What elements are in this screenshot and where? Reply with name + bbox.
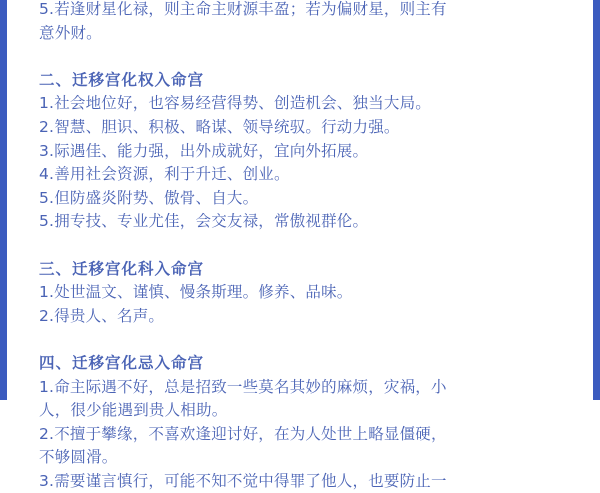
text-line: 1.命主际遇不好，总是招致一些莫名其妙的麻烦，灾祸，小 (39, 377, 447, 396)
text-line: 2.不擅于攀缘，不喜欢逢迎讨好，在为人处世上略显僵硬， (39, 424, 447, 443)
text-line: 1.社会地位好，也容易经营得势、创造机会、独当大局。 (39, 94, 431, 113)
text-line: 3.需要谨言慎行，可能不知不觉中得罪了他人，也要防止一 (39, 471, 447, 490)
paragraph-spacer (39, 45, 569, 69)
text-line: 人，很少能遇到贵人相助。 (39, 401, 228, 420)
text-line: 2.得贵人、名声。 (39, 306, 165, 325)
text-line: 不够圆滑。 (39, 448, 118, 467)
text-line: 2.智慧、胆识、积极、略谋、领导统驭。行动力强。 (39, 117, 400, 136)
text-line: 1.处世温文、谨慎、慢条斯理。修养、品味。 (39, 283, 353, 302)
text-line: 意外财。 (39, 23, 102, 42)
section-heading: 四、迁移宫化忌入命宫 (39, 353, 205, 372)
text-line: 3.际遇佳、能力强，出外成就好，宜向外拓展。 (39, 141, 369, 160)
section-heading: 三、迁移宫化科入命宫 (39, 259, 205, 278)
text-line: 5.但防盛炎附势、傲骨、自大。 (39, 188, 259, 207)
page-border-inner (14, 0, 586, 490)
section-heading: 二、迁移宫化权入命宫 (39, 70, 205, 89)
paragraph-spacer (39, 234, 569, 258)
document-text-content (39, 0, 569, 490)
text-line: 5.拥专技、专业尤佳，会交友禄，常傲视群伦。 (39, 212, 369, 231)
paragraph-spacer (39, 328, 569, 352)
text-line: 5.若逢财星化禄，则主命主财源丰盈；若为偏财星，则主有 (39, 0, 447, 18)
text-line: 4.善用社会资源，利于升迁、创业。 (39, 165, 290, 184)
